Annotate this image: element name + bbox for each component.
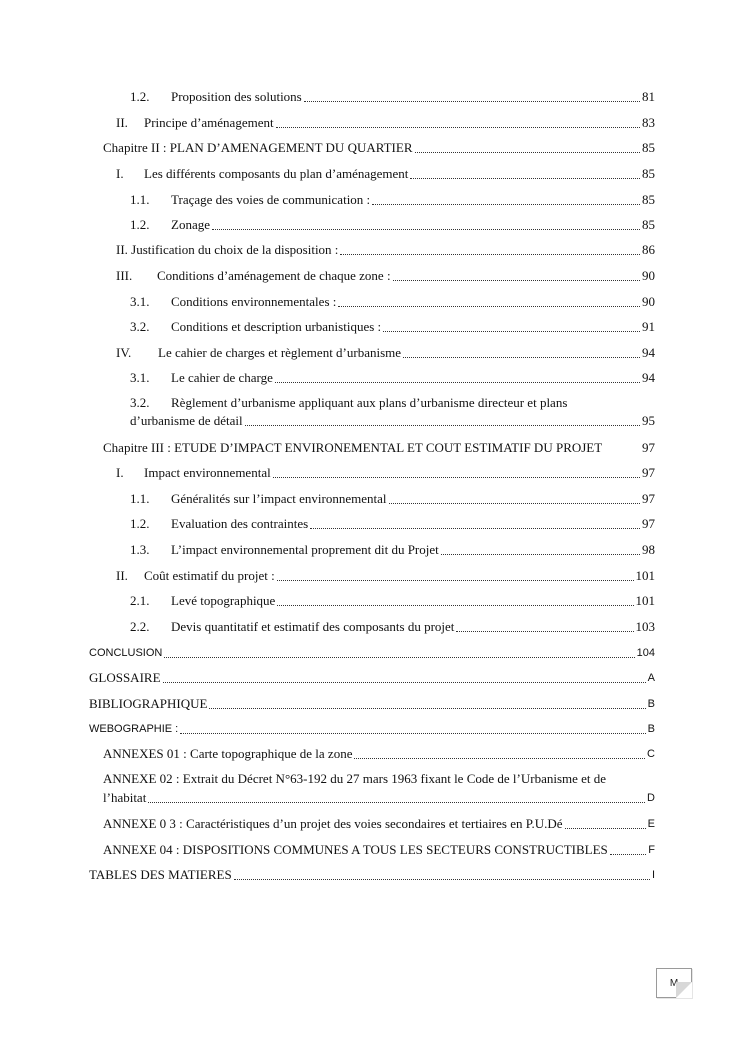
- toc-entry[interactable]: 1.2. Proposition des solutions 81: [130, 89, 655, 104]
- toc-entry[interactable]: II. Coût estimatif du projet : 101: [116, 568, 655, 583]
- toc-entry-annexe-01[interactable]: ANNEXES 01 : Carte topographique de la zone C: [103, 746, 655, 761]
- toc-entry-multiline[interactable]: 3.2. Règlement d’urbanisme appliquant aux plans d’urbanisme directeur et plans: [130, 395, 568, 410]
- toc-entry-annexe-03[interactable]: ANNEXE 0 3 : Caractéristiques d’un projet des voies secondaires et tertiaires en P.U.Dé E: [103, 816, 655, 831]
- toc-entry[interactable]: 3.2. Conditions et description urbanistiques : 91: [130, 319, 655, 334]
- page-number-box: [656, 968, 692, 998]
- toc-entry[interactable]: 1.1. Généralités sur l’impact environnemental 97: [130, 491, 655, 506]
- toc-entry-annexe-04[interactable]: ANNEXE 04 : DISPOSITIONS COMMUNES A TOUS LES SECTEURS CONSTRUCTIBLES F: [103, 842, 655, 857]
- toc-chapter[interactable]: Chapitre II : PLAN D’AMENAGEMENT DU QUARTIER 85: [103, 140, 655, 155]
- toc-entry[interactable]: II. Principe d’aménagement 83: [116, 115, 655, 130]
- toc-entry[interactable]: 1.3. L’impact environnemental proprement dit du Projet 98: [130, 542, 655, 557]
- toc-entry[interactable]: II. Justification du choix de la disposition : 86: [116, 242, 655, 257]
- toc-entry-glossaire[interactable]: GLOSSAIRE A: [89, 670, 655, 685]
- toc-entry[interactable]: 3.1. Conditions environnementales : 90: [130, 294, 655, 309]
- toc-entry[interactable]: III. Conditions d’aménagement de chaque zone : 90: [116, 268, 655, 283]
- toc-entry[interactable]: I. Impact environnemental 97: [116, 465, 655, 480]
- toc-entry[interactable]: 1.1. Traçage des voies de communication : 85: [130, 192, 655, 207]
- page-fold-corner: [676, 982, 692, 998]
- toc-entry-conclusion[interactable]: CONCLUSION 104: [89, 647, 655, 659]
- toc-entry[interactable]: IV. Le cahier de charges et règlement d’urbanisme 94: [116, 345, 655, 360]
- toc-entry[interactable]: 1.2. Evaluation des contraintes 97: [130, 516, 655, 531]
- page-number: M: [669, 977, 679, 989]
- toc-chapter[interactable]: Chapitre III : ETUDE D’IMPACT ENVIRONEMENTAL ET COUT ESTIMATIF DU PROJET 97: [103, 440, 655, 455]
- toc-entry-bibliographique[interactable]: BIBLIOGRAPHIQUE B: [89, 696, 655, 711]
- toc-entry[interactable]: 3.1. Le cahier de charge 94: [130, 370, 655, 385]
- toc-entry[interactable]: 2.1. Levé topographique 101: [130, 593, 655, 608]
- toc-entry-annexe-02[interactable]: ANNEXE 02 : Extrait du Décret N°63-192 du 27 mars 1963 fixant le Code de l’Urbanisme et de: [103, 771, 607, 786]
- toc-entry[interactable]: 2.2. Devis quantitatif et estimatif des composants du projet 103: [130, 619, 655, 634]
- toc-entry-continuation: d’urbanisme de détail 95: [130, 413, 655, 428]
- toc-entry[interactable]: I. Les différents composants du plan d’aménagement 85: [116, 166, 655, 181]
- toc-entry[interactable]: 1.2. Zonage 85: [130, 217, 655, 232]
- toc-entry-tables-des-matieres[interactable]: TABLES DES MATIERES I: [89, 867, 655, 882]
- toc-entry-webographie[interactable]: WEBOGRAPHIE : B: [89, 723, 655, 735]
- toc-entry-continuation: l’habitat D: [103, 790, 655, 805]
